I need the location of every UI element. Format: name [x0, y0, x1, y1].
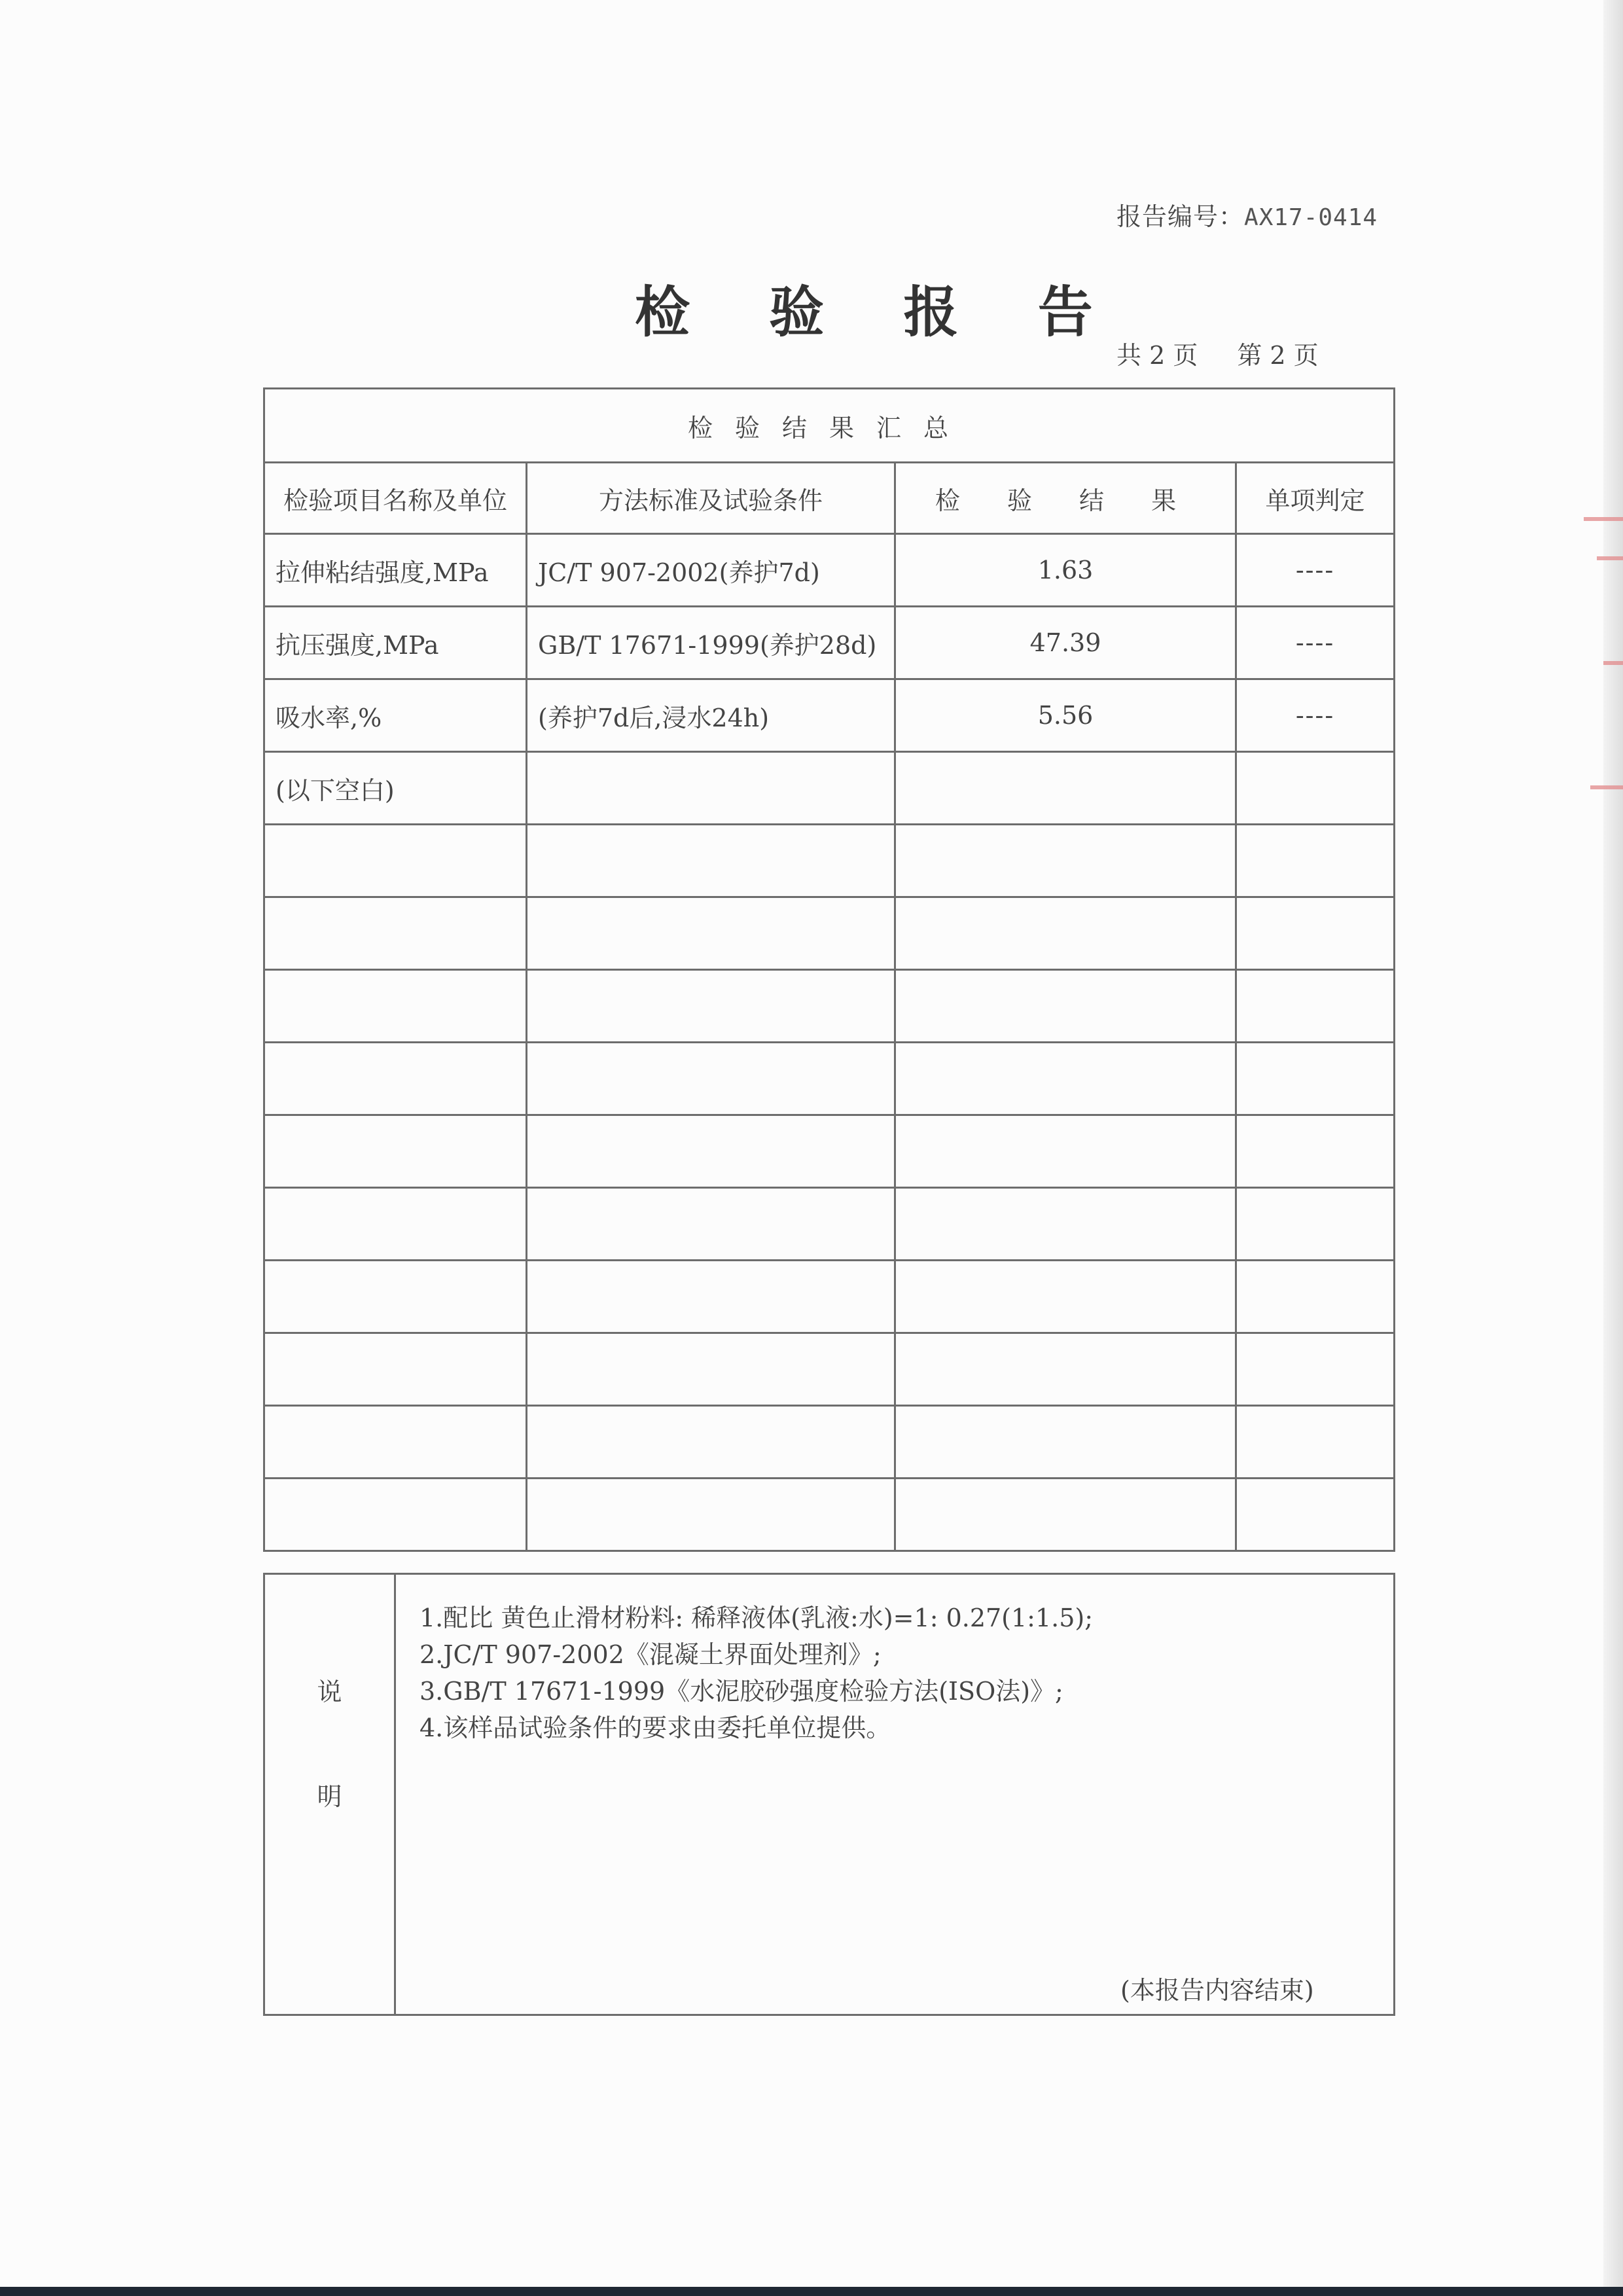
- empty-cell: [527, 825, 895, 897]
- empty-row: [264, 1333, 1395, 1406]
- empty-row: [264, 970, 1395, 1043]
- stamp-fragment: [1603, 661, 1623, 665]
- empty-cell: [527, 1261, 895, 1333]
- notes-label: [264, 1574, 395, 2015]
- empty-row: [264, 1479, 1395, 1551]
- empty-cell: [527, 1479, 895, 1551]
- column-header-item: 检验项目名称及单位: [264, 463, 527, 534]
- notes-table: [263, 1573, 1395, 2016]
- empty-cell: [895, 970, 1236, 1043]
- empty-cell: [264, 825, 527, 897]
- row-method: (养护7d后,浸水24h): [527, 679, 895, 752]
- empty-cell: [895, 1406, 1236, 1479]
- empty-cell: [264, 970, 527, 1043]
- row-method: JC/T 907-2002(养护7d): [527, 534, 895, 607]
- empty-row: [264, 1115, 1395, 1188]
- note-line: 4.该样品试验条件的要求由委托单位提供。: [419, 1713, 891, 1742]
- table-header-row: [264, 463, 1395, 534]
- page-bottom-edge: [0, 2287, 1623, 2296]
- empty-row: [264, 897, 1395, 970]
- report-number: [1116, 196, 1378, 232]
- empty-cell: [1236, 1188, 1395, 1261]
- empty-cell: [1236, 1406, 1395, 1479]
- total-pages: 共 2 页: [1116, 341, 1198, 370]
- empty-cell: [895, 1043, 1236, 1115]
- table-row: [264, 607, 1395, 679]
- table-row: [264, 534, 1395, 607]
- empty-cell: [895, 1115, 1236, 1188]
- empty-cell: [895, 1333, 1236, 1406]
- empty-cell: [1236, 970, 1395, 1043]
- table-row: [264, 679, 1395, 752]
- empty-cell: [1236, 1479, 1395, 1551]
- empty-cell: [895, 1479, 1236, 1551]
- page-title: 检 验 报 告: [635, 280, 1123, 344]
- page-counter: [1116, 335, 1319, 371]
- empty-cell: [264, 1188, 527, 1261]
- empty-cell: [264, 1406, 527, 1479]
- results-table: [263, 387, 1395, 1552]
- notes-label-char-2: 明: [317, 1782, 342, 1811]
- empty-cell: [1236, 897, 1395, 970]
- empty-row: [264, 1406, 1395, 1479]
- page-edge-shadow: [1603, 0, 1623, 2296]
- column-header-method: 方法标准及试验条件: [527, 463, 895, 534]
- row-result: [895, 752, 1236, 825]
- empty-cell: [527, 1188, 895, 1261]
- empty-cell: [895, 1261, 1236, 1333]
- empty-row: [264, 1261, 1395, 1333]
- row-item: 拉伸粘结强度,MPa: [264, 534, 527, 607]
- column-header-result: 检 验 结 果: [895, 463, 1236, 534]
- empty-cell: [527, 1115, 895, 1188]
- empty-cell: [527, 1333, 895, 1406]
- stamp-fragment: [1584, 517, 1623, 521]
- notes-label-char-1: 说: [317, 1677, 342, 1706]
- row-item: 吸水率,%: [264, 679, 527, 752]
- notes-body: [395, 1574, 1395, 2015]
- empty-cell: [895, 1188, 1236, 1261]
- empty-cell: [1236, 1115, 1395, 1188]
- row-item: (以下空白): [264, 752, 527, 825]
- row-result: 5.56: [895, 679, 1236, 752]
- note-line: 2.JC/T 907-2002《混凝土界面处理剂》;: [419, 1640, 882, 1669]
- empty-cell: [1236, 1261, 1395, 1333]
- row-method: GB/T 17671-1999(养护28d): [527, 607, 895, 679]
- empty-cell: [264, 1115, 527, 1188]
- empty-cell: [264, 1043, 527, 1115]
- report-number-label: 报告编号：: [1116, 202, 1245, 231]
- row-method: [527, 752, 895, 825]
- empty-cell: [527, 970, 895, 1043]
- row-result: 1.63: [895, 534, 1236, 607]
- table-row: [264, 752, 1395, 825]
- empty-cell: [1236, 1043, 1395, 1115]
- empty-cell: [527, 897, 895, 970]
- empty-row: [264, 1043, 1395, 1115]
- note-line: 3.GB/T 17671-1999《水泥胶砂强度检验方法(ISO法)》;: [419, 1677, 1063, 1706]
- row-judgement: ----: [1236, 534, 1395, 607]
- empty-cell: [527, 1406, 895, 1479]
- stamp-fragment: [1590, 785, 1623, 789]
- row-judgement: ----: [1236, 607, 1395, 679]
- stamp-fragment: [1597, 556, 1623, 560]
- empty-cell: [527, 1043, 895, 1115]
- report-number-value: AX17-0414: [1244, 204, 1378, 231]
- current-page: 第 2 页: [1237, 341, 1319, 370]
- row-judgement: [1236, 752, 1395, 825]
- end-of-report-note: (本报告内容结束): [1120, 1976, 1314, 2005]
- row-result: 47.39: [895, 607, 1236, 679]
- empty-cell: [895, 897, 1236, 970]
- column-header-judgement: 单项判定: [1236, 463, 1395, 534]
- row-judgement: ----: [1236, 679, 1395, 752]
- summary-title: 检验结果汇总: [264, 389, 1395, 463]
- empty-row: [264, 1188, 1395, 1261]
- row-item: 抗压强度,MPa: [264, 607, 527, 679]
- empty-cell: [1236, 825, 1395, 897]
- empty-cell: [895, 825, 1236, 897]
- empty-cell: [1236, 1333, 1395, 1406]
- empty-cell: [264, 1333, 527, 1406]
- empty-row: [264, 825, 1395, 897]
- empty-cell: [264, 897, 527, 970]
- note-line: 1.配比 黄色止滑材粉料: 稀释液体(乳液:水)=1: 0.27(1:1.5);: [419, 1604, 1094, 1632]
- empty-cell: [264, 1261, 527, 1333]
- empty-cell: [264, 1479, 527, 1551]
